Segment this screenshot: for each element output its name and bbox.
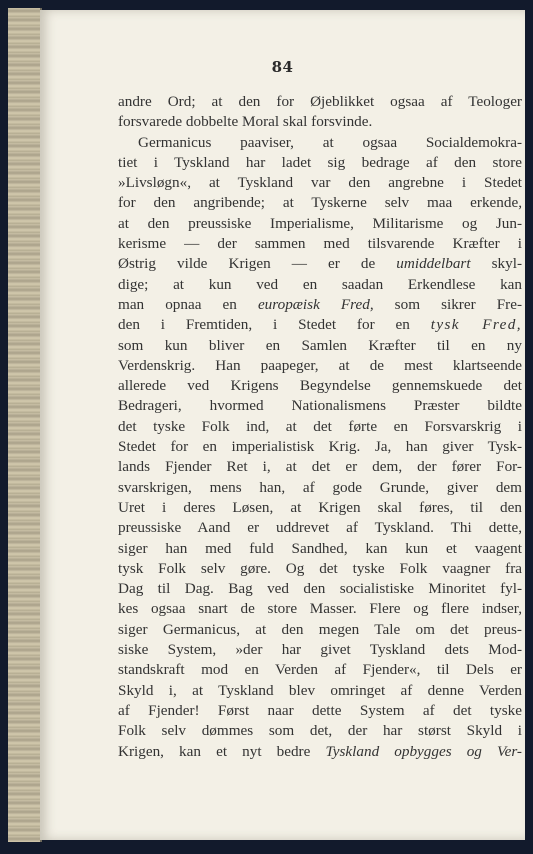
text-run: af Fjender! Først naar dette System af det tyske: [118, 701, 522, 719]
text-line: [118, 417, 522, 437]
text-line: [118, 133, 522, 153]
text-run: tysk Folk selv gøre. Og det tyske Folk vaagner fra: [118, 559, 522, 577]
text-run: siske System, »der har givet Tyskland dets Mod-: [118, 641, 522, 659]
text-line: [118, 376, 522, 396]
text-line: [118, 295, 522, 315]
text-line: [118, 356, 522, 376]
book-binding-edge: [8, 8, 42, 842]
text-run: Folk selv dømmes som det, der har størst Skyld i: [118, 722, 522, 740]
text-line: [118, 559, 522, 579]
text-run: standskraft mod en Verden af Fjender«, til Dels er: [118, 661, 522, 679]
text-run: allerede ved Krigens Begyndelse gennemskuede det: [118, 377, 522, 395]
text-run: siger Germanicus, at den megen Tale om det preus-: [118, 620, 522, 638]
book-page: [40, 10, 525, 840]
text-line: [118, 234, 522, 254]
text-run: som kun bliver en Samlen Kræfter til en ny: [118, 336, 522, 354]
text-run: Dag til Dag. Bag ved den socialistiske Minoritet fyl-: [118, 580, 522, 598]
text-line: [118, 620, 522, 640]
emphasized-text: tysk Fred,: [430, 316, 522, 334]
text-run: siger han med fuld Sandhed, kan kun et vaagent: [118, 539, 522, 557]
text-run: kerisme — der sammen med tilsvarende Kræfter i: [118, 235, 522, 253]
text-line: [118, 315, 522, 335]
text-run: tiet i Tyskland har ladet sig bedrage af den store: [118, 153, 522, 171]
emphasized-text: umiddelbart: [396, 255, 471, 273]
text-line: [118, 214, 522, 234]
text-line: [118, 701, 522, 721]
text-run: forsvarede dobbelte Moral skal forsvinde.: [118, 113, 373, 131]
text-line: [118, 478, 522, 498]
text-run: at den preussiske Imperialisme, Militarisme og Jun-: [118, 214, 522, 232]
emphasized-text: europæisk Fred,: [257, 295, 374, 313]
text-line: [118, 660, 522, 680]
text-run: for den angribende; at Tyskerne selv maa erkende,: [118, 194, 522, 212]
text-run: svarskrigen, mens han, af gode Grunde, giver dem: [118, 478, 522, 496]
text-run: Germanicus paaviser, at ogsaa Socialdemokra-: [138, 133, 522, 151]
text-run: man opnaa en: [118, 295, 258, 313]
text-line: [118, 681, 522, 701]
text-line: [118, 640, 522, 660]
text-run: det tyske Folk ind, at det førte en Forsvarskrig i: [118, 417, 522, 435]
text-run: Østrig vilde Krigen — er de: [118, 255, 397, 273]
text-line: [118, 742, 522, 762]
text-line: [118, 539, 522, 559]
text-run: dige; at kun ved en saadan Erkendlese kan: [118, 275, 522, 293]
text-run: preussiske Aand er uddrevet af Tyskland. Thi dette,: [118, 519, 522, 537]
text-run: Stedet for en imperialistisk Krig. Ja, han giver Tysk-: [118, 438, 522, 456]
text-line: [118, 336, 522, 356]
text-line: [118, 457, 522, 477]
text-line: [118, 193, 522, 213]
text-line: [118, 396, 522, 416]
text-line: [118, 599, 522, 619]
text-line: [118, 254, 522, 274]
text-run: den i Fremtiden, i Stedet for en: [118, 316, 431, 334]
text-line: [118, 437, 522, 457]
text-run: skyl-: [470, 255, 522, 273]
text-line: [118, 721, 522, 741]
text-line: [118, 275, 522, 295]
body-text: [118, 92, 522, 762]
text-run: Bedrageri, hvormed Nationalismens Præster bildte: [118, 397, 522, 415]
text-run: Uret i deres Løsen, at Krigen skal føres, til den: [118, 498, 522, 516]
text-run: Skyld i, at Tyskland blev omringet af denne Verden: [118, 681, 522, 699]
text-line: [118, 112, 522, 132]
text-line: [118, 579, 522, 599]
page-number: 84: [271, 58, 294, 76]
text-line: [118, 153, 522, 173]
text-line: [118, 92, 522, 112]
text-line: [118, 518, 522, 538]
text-line: [118, 498, 522, 518]
text-run: lands Fjender Ret i, at det er dem, der fører For-: [118, 458, 522, 476]
text-run: »Livsløgn«, at Tyskland var den angrebne i Stedet: [118, 174, 522, 192]
text-run: Verdenskrig. Han paapeger, at de mest klartseende: [118, 356, 522, 374]
text-run: andre Ord; at den for Øjeblikket ogsaa af Teologer: [118, 93, 522, 110]
text-line: [118, 173, 522, 193]
text-run: som sikrer Fre-: [373, 295, 523, 313]
text-run: Krigen, kan et nyt bedre: [118, 742, 326, 760]
emphasized-text: Tyskland opbygges og Ver-: [325, 742, 522, 760]
text-run: kes ogsaa snart de store Masser. Flere og flere indser,: [118, 600, 522, 618]
